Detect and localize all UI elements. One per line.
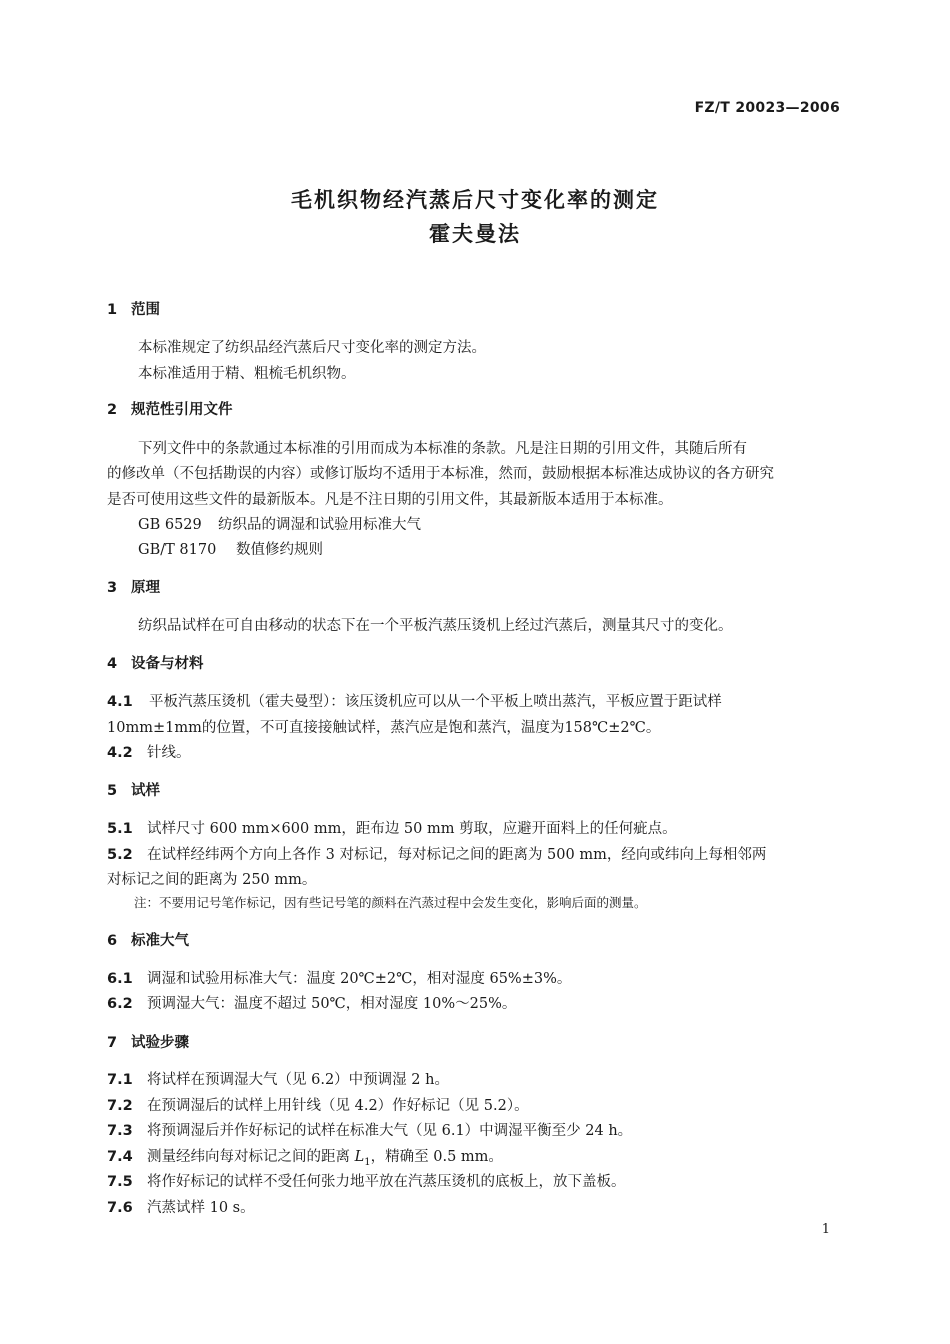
clause-5-2-continued: 对标记之间的距离为 250 mm。: [107, 872, 317, 888]
clause-7-4: 7.4 测量经纬向每对标记之间的距离 $L_1$，精确至 0.5 mm。: [107, 1149, 503, 1168]
clause-7-6: 7.6 汽蒸试样 10 s。: [107, 1200, 255, 1216]
clause-4-1-continued: 10mm±1mm的位置，不可直接接触试样，蒸汽应是饱和蒸汽，温度为158℃±2℃。: [107, 720, 661, 736]
paragraph: 纺织品试样在可自由移动的状态下在一个平板汽蒸压烫机上经过汽蒸后，测量其尺寸的变化。: [138, 618, 733, 634]
clause-4-2: 4.2 针线。: [107, 745, 191, 761]
page-number: 1: [821, 1222, 830, 1237]
clause-7-1: 7.1 将试样在预调湿大气（见 6.2）中预调湿 2 h。: [107, 1072, 449, 1088]
paragraph: 本标准适用于精、粗梳毛机织物。: [138, 366, 356, 382]
section-heading-4: 4 设备与材料: [107, 656, 204, 672]
clause-6-2: 6.2 预调湿大气：温度不超过 50℃，相对湿度 10%～25%。: [107, 996, 517, 1012]
section-heading-7: 7 试验步骤: [107, 1035, 189, 1051]
paragraph-line: 是否可使用这些文件的最新版本。凡是不注日期的引用文件，其最新版本适用于本标准。: [107, 492, 673, 508]
clause-4-1: 4.1 平板汽蒸压烫机（霍夫曼型）：该压烫机应可以从一个平板上喷出蒸汽，平板应置于距试样: [107, 694, 722, 710]
document-subtitle: 霍夫曼法: [429, 222, 521, 246]
clause-5-2: 5.2 在试样经纬两个方向上各作 3 对标记，每对标记之间的距离为 500 mm，经向或纬向上每相邻两: [107, 847, 767, 863]
note: 注：不要用记号笔作标记，因有些记号笔的颜料在汽蒸过程中会发生变化，影响后面的测量。: [134, 895, 647, 910]
section-heading-1: 1 范围: [107, 302, 160, 318]
clause-5-1: 5.1 试样尺寸 600 mm×600 mm，距布边 50 mm 剪取，应避开面料上的任何疵点。: [107, 821, 677, 837]
document-title: 毛机织物经汽蒸后尺寸变化率的测定: [291, 188, 659, 212]
paragraph: 本标准规定了纺织品经汽蒸后尺寸变化率的测定方法。: [138, 340, 486, 356]
section-heading-2: 2 规范性引用文件: [107, 402, 233, 418]
section-heading-3: 3 原理: [107, 580, 160, 596]
clause-7-3: 7.3 将预调湿后并作好标记的试样在标准大气（见 6.1）中调湿平衡至少 24 h。: [107, 1123, 633, 1139]
reference-item: GB 6529 纺织品的调湿和试验用标准大气: [138, 517, 421, 533]
clause-6-1: 6.1 调湿和试验用标准大气：温度 20℃±2℃，相对湿度 65%±3%。: [107, 971, 572, 987]
clause-7-2: 7.2 在预调湿后的试样上用针线（见 4.2）作好标记（见 5.2）。: [107, 1098, 529, 1114]
reference-item: GB/T 8170 数值修约规则: [138, 542, 323, 558]
clause-7-5: 7.5 将作好标记的试样不受任何张力地平放在汽蒸压烫机的底板上，放下盖板。: [107, 1174, 626, 1190]
section-heading-5: 5 试样: [107, 783, 160, 799]
paragraph-line: 的修改单（不包括勘误的内容）或修订版均不适用于本标准，然而，鼓励根据本标准达成协议的各方研究: [107, 466, 774, 482]
section-heading-6: 6 标准大气: [107, 933, 189, 949]
standard-code: FZ/T 20023—2006: [694, 100, 840, 116]
paragraph-line: 下列文件中的条款通过本标准的引用而成为本标准的条款。凡是注日期的引用文件，其随后所有: [138, 441, 747, 457]
